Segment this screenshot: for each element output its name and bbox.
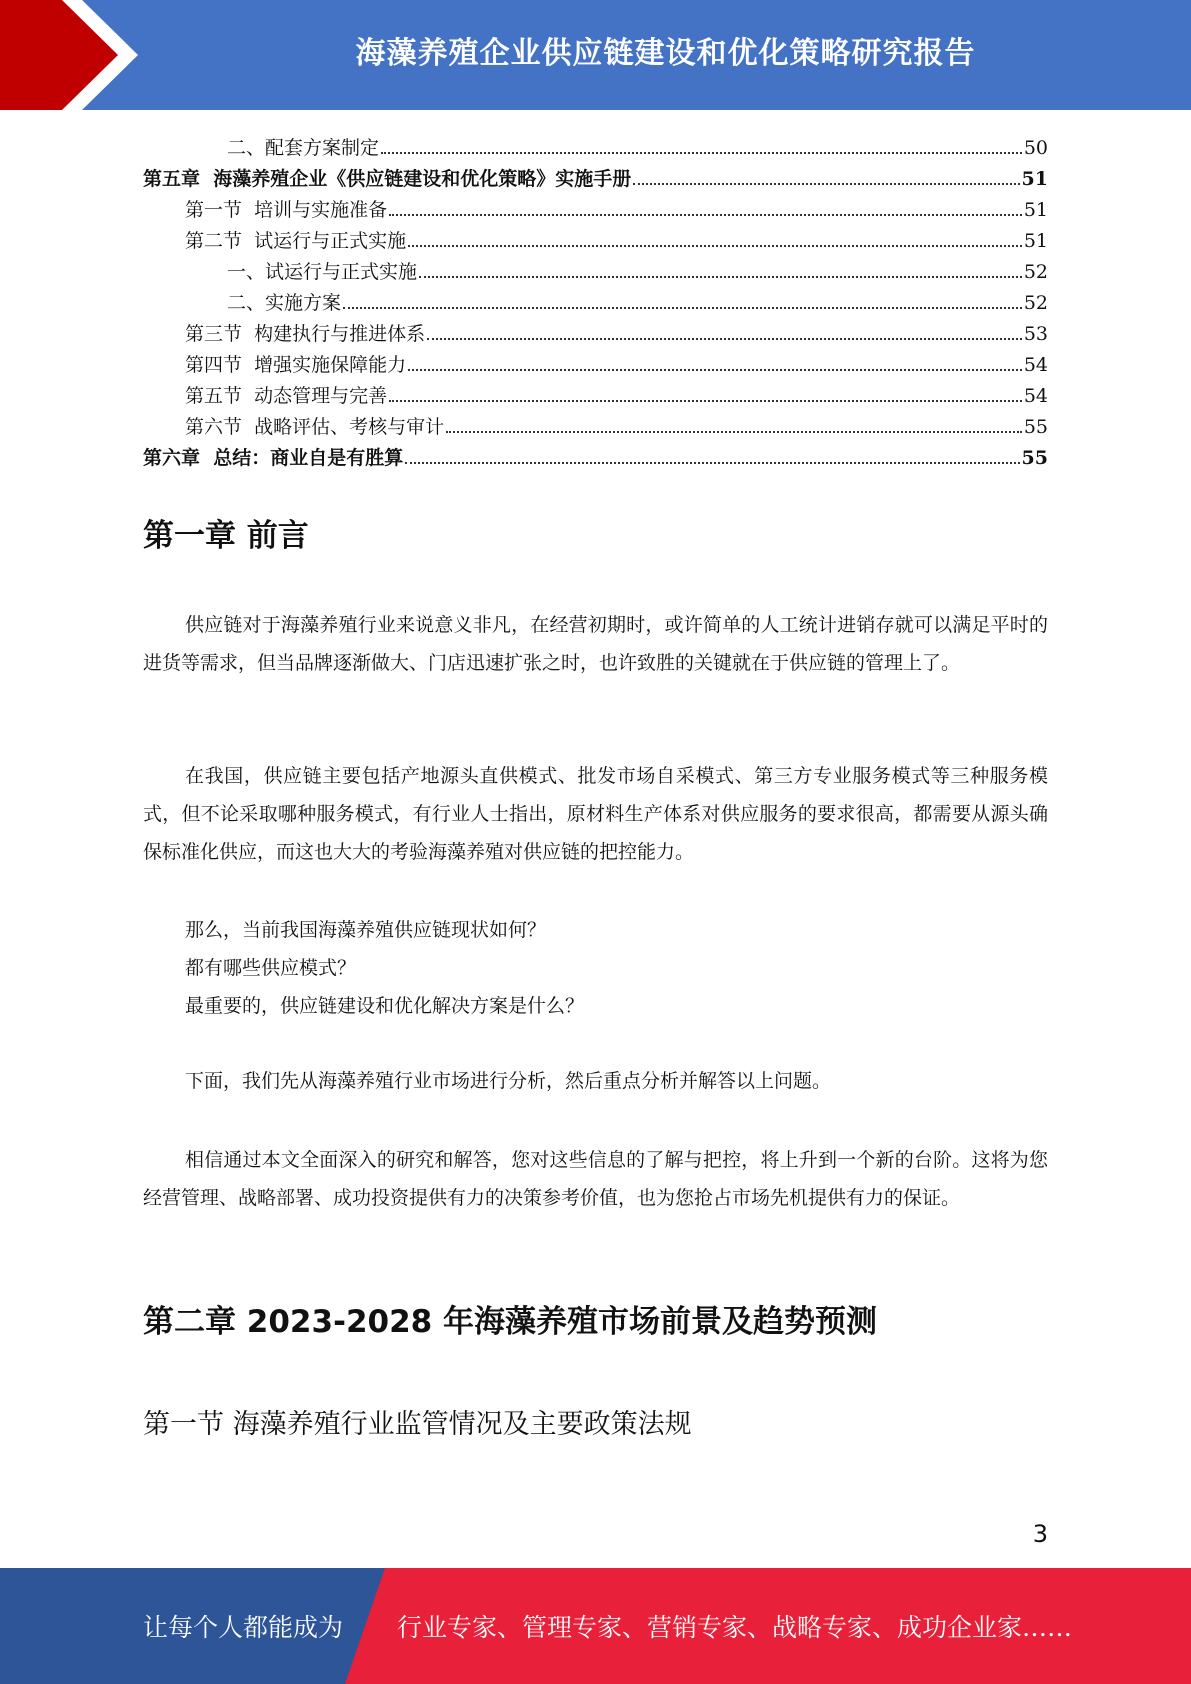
toc-entry-page: 51: [1023, 199, 1048, 221]
toc-entry-label: 第六章 总结：商业自是有胜算: [143, 447, 404, 469]
footer-slogan-right: 行业专家、管理专家、营销专家、战略专家、成功企业家……: [397, 1613, 1073, 1642]
toc-entry[interactable]: [143, 438, 1048, 469]
toc-entry-page: 51: [1021, 168, 1048, 190]
toc-dot-leader: [405, 462, 1019, 464]
toc-entry-label: 第四节 增强实施保障能力: [185, 354, 407, 376]
toc-entry[interactable]: [143, 159, 1048, 190]
toc-entry-label: 第六节 战略评估、考核与审计: [185, 416, 445, 438]
toc-entry-label: 第三节 构建执行与推进体系: [185, 323, 426, 345]
toc-entry-label: 第五章 海藻养殖企业《供应链建设和优化策略》实施手册: [143, 168, 632, 190]
toc-entry-page: 52: [1023, 292, 1048, 314]
toc-dot-leader: [343, 307, 1022, 309]
toc-entry-page: 54: [1023, 354, 1048, 376]
toc-entry-page: 50: [1023, 137, 1048, 159]
toc-dot-leader: [389, 214, 1022, 216]
toc-dot-leader: [633, 183, 1019, 185]
chapter-2-heading: 第二章 2023-2028 年海藻养殖市场前景及趋势预测: [143, 1304, 878, 1340]
toc-entry-page: 51: [1023, 230, 1048, 252]
toc-entry[interactable]: [143, 345, 1048, 376]
toc-dot-leader: [381, 152, 1022, 154]
toc-dot-leader: [446, 431, 1022, 433]
toc-dot-leader: [389, 400, 1022, 402]
toc-entry-page: 54: [1023, 385, 1048, 407]
toc-entry-page: 52: [1023, 261, 1048, 283]
question-line: 那么，当前我国海藻养殖供应链现状如何？: [185, 919, 547, 941]
toc-entry-page: 53: [1023, 323, 1048, 345]
question-line: 都有哪些供应模式？: [185, 957, 357, 979]
toc-dot-leader: [427, 338, 1022, 340]
toc-entry-label: 第五节 动态管理与完善: [185, 385, 388, 407]
header-chevron-decoration: [0, 0, 160, 110]
toc-entry-label: 第二节 试运行与正式实施: [185, 230, 407, 252]
section-heading: 第一节 海藻养殖行业监管情况及主要政策法规: [143, 1409, 692, 1440]
toc-entry[interactable]: [143, 407, 1048, 438]
toc-entry[interactable]: [143, 190, 1048, 221]
paragraph: 在我国，供应链主要包括产地源头直供模式、批发市场自采模式、第三方专业服务模式等三种服务模式，但不论采取哪种服务模式，有行业人士指出，原材料生产体系对供应服务的要求很高，都需要从源头确保标准化供应，而这也大大的考验海藻养殖对供应链的把控能力。: [143, 765, 1048, 863]
toc-entry-page: 55: [1023, 416, 1048, 438]
toc-entry[interactable]: [143, 128, 1048, 159]
toc-entry-label: 二、配套方案制定: [227, 137, 380, 159]
chapter-1-heading: 第一章 前言: [143, 518, 309, 554]
toc-dot-leader: [419, 276, 1022, 278]
toc-entry[interactable]: [143, 376, 1048, 407]
toc-entry-label: 第一节 培训与实施准备: [185, 199, 388, 221]
toc-entry[interactable]: [143, 283, 1048, 314]
footer-slogan-left: 让每个人都能成为: [143, 1613, 344, 1642]
paragraph: 相信通过本文全面深入的研究和解答，您对这些信息的了解与把控，将上升到一个新的台阶。这将为您经营管理、战略部署、成功投资提供有力的决策参考价值，也为您抢占市场先机提供有力的保证。: [143, 1149, 1048, 1209]
toc-entry-page: 55: [1021, 447, 1048, 469]
toc-entry[interactable]: [143, 221, 1048, 252]
toc-dot-leader: [408, 245, 1022, 247]
toc-dot-leader: [408, 369, 1022, 371]
page-footer: [0, 1568, 1191, 1684]
toc-entry-label: 二、实施方案: [227, 292, 342, 314]
toc-entry[interactable]: [143, 314, 1048, 345]
page-header: [0, 0, 1191, 110]
paragraph: 供应链对于海藻养殖行业来说意义非凡，在经营初期时，或许简单的人工统计进销存就可以满足平时的进货等需求，但当品牌逐渐做大、门店迅速扩张之时，也许致胜的关键就在于供应链的管理上了。: [143, 614, 1048, 674]
question-line: 最重要的，供应链建设和优化解决方案是什么？: [185, 995, 585, 1017]
paragraph: 下面，我们先从海藻养殖行业市场进行分析，然后重点分析并解答以上问题。: [185, 1070, 832, 1092]
toc-entry[interactable]: [143, 252, 1048, 283]
report-title: 海藻养殖企业供应链建设和优化策略研究报告: [355, 36, 976, 71]
table-of-contents: [143, 128, 1048, 469]
page-number: 3: [1032, 1520, 1048, 1548]
toc-entry-label: 一、试运行与正式实施: [227, 261, 418, 283]
